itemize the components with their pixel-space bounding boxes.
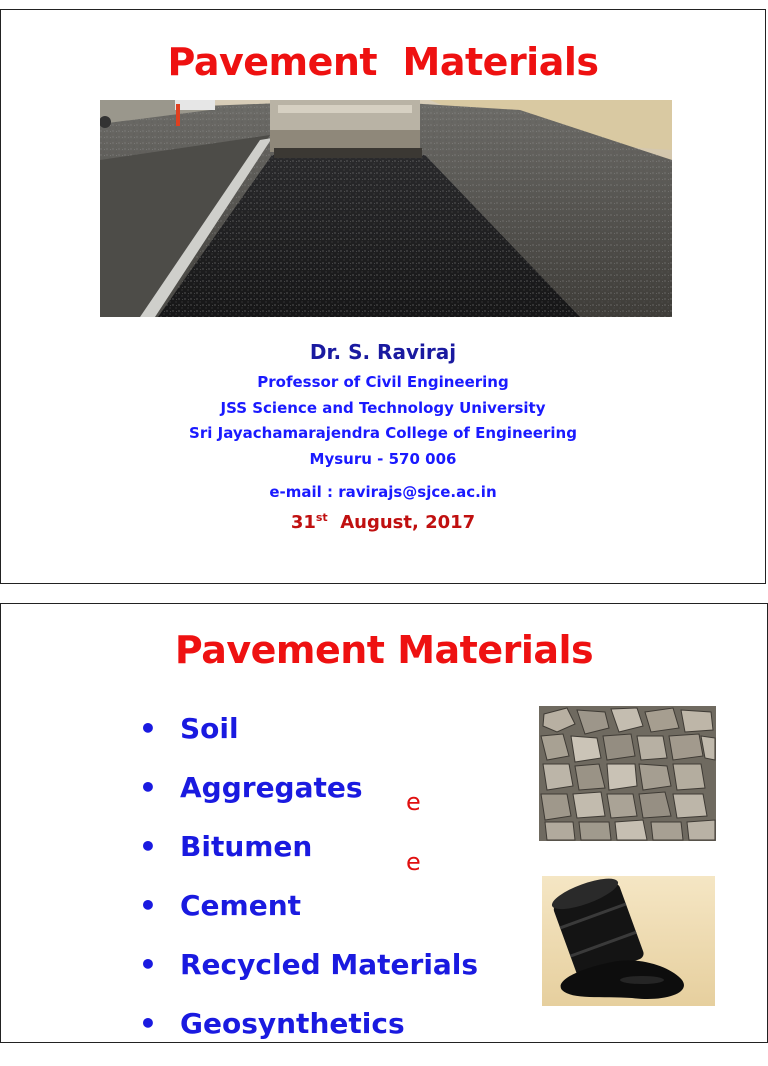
author-name: Dr. S. Raviraj: [309, 340, 457, 364]
list-item-label: Soil: [180, 712, 239, 745]
list-item-label: Recycled Materials: [180, 948, 479, 981]
aggregate-gravel-photo: [539, 706, 716, 841]
date-rest: August, 2017: [327, 512, 476, 533]
stray-mark: e: [406, 788, 421, 816]
list-item: [139, 889, 478, 948]
bullet-icon: •: [139, 771, 157, 804]
list-item: [139, 771, 478, 830]
list-item: [139, 948, 478, 1007]
affiliation-line: Mysuru - 570 006: [309, 450, 457, 468]
list-item: [139, 1007, 478, 1066]
affiliation-line: JSS Science and Technology University: [220, 399, 546, 417]
materials-list: [139, 712, 478, 1066]
bullet-icon: •: [139, 712, 157, 745]
bitumen-barrel-photo: [542, 876, 715, 1006]
road-paving-photo: [100, 100, 672, 317]
bullet-icon: •: [139, 830, 157, 863]
bullet-icon: •: [139, 889, 157, 922]
list-item: [139, 712, 478, 771]
presentation-date: [1, 511, 765, 533]
bullet-icon: •: [139, 1007, 157, 1040]
materials-slide: [0, 603, 768, 1043]
list-item-label: Bitumen: [180, 830, 313, 863]
date-suffix: st: [315, 511, 328, 524]
list-item-label: Geosynthetics: [180, 1007, 405, 1040]
affiliation-line: Sri Jayachamarajendra College of Engineering: [189, 424, 577, 442]
affiliation-line: Professor of Civil Engineering: [257, 373, 509, 391]
date-day: 31: [290, 512, 316, 533]
email-address: e-mail : ravirajs@sjce.ac.in: [269, 483, 497, 501]
list-item: [139, 830, 478, 889]
list-item-label: Aggregates: [180, 771, 363, 804]
slide-title: Pavement Materials: [167, 40, 599, 84]
title-slide: [0, 9, 766, 584]
stray-mark: e: [406, 848, 421, 876]
list-item-label: Cement: [180, 889, 302, 922]
slide-title: Pavement Materials: [174, 628, 594, 672]
bullet-icon: •: [139, 948, 157, 981]
